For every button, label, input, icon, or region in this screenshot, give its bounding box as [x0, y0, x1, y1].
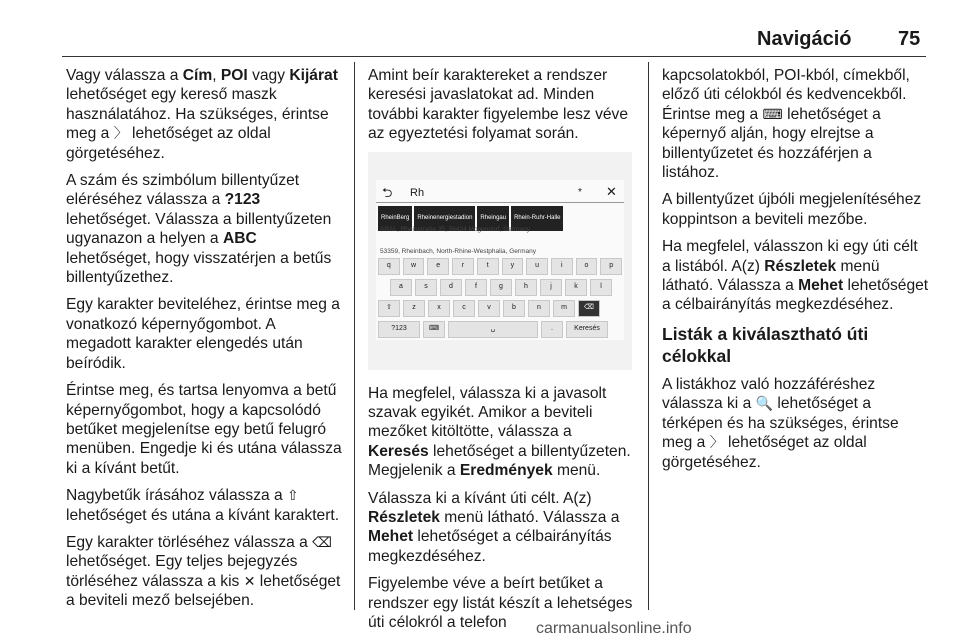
watermark: carmanualsonline.info — [536, 620, 692, 637]
key: v — [478, 300, 500, 317]
key: h — [515, 279, 537, 296]
shift-icon: ⇧ — [287, 487, 299, 504]
key: t — [477, 258, 499, 275]
backspace-icon: ⌫ — [312, 533, 332, 550]
paragraph: Egy karakter törléséhez válassza a ⌫ lehetőséget. Egy teljes bejegyzés törléséhez válassza a kis ✕ lehetőséget a beviteli mező belsejében. — [66, 533, 341, 610]
key: y — [502, 258, 524, 275]
key: j — [540, 279, 562, 296]
key: f — [465, 279, 487, 296]
keyboard-icon: ⌨ — [762, 105, 783, 122]
key: a — [390, 279, 412, 296]
paragraph: A szám és szimbólum billentyűzet eléréséhez válassza a ?123 lehetőséget. Válassza a billentyűzeten ugyanazon a helyen a ABC lehetőséget, hogy visszatérjen a betűs billentyűzethez. — [66, 172, 332, 287]
key: d — [440, 279, 462, 296]
key: k — [565, 279, 587, 296]
search-icon: 🔍 — [755, 395, 774, 412]
key: b — [503, 300, 525, 317]
close-icon: ✕ — [243, 572, 256, 589]
paragraph: Vagy válassza a Cím, POI vagy Kijárat lehetőséget egy kereső maszk használatához. Ha szükséges, érintse meg a 〉 lehetőséget az oldal görgetéséhez. — [66, 67, 338, 162]
key: z — [403, 300, 425, 317]
paragraph: Ha megfelel, válasszon ki egy úti célt a listából. A(z) Részletek menü látható. Válassza a Mehet lehetőséget a célbairányítás megkezdéséhez. — [662, 238, 929, 314]
suggestion-chip: Rheingau — [477, 206, 509, 231]
key-dot: . — [541, 321, 563, 338]
search-input: Rh — [410, 186, 425, 199]
key: p — [600, 258, 622, 275]
paragraph: kapcsolatokból, POI-kból, címekből, előző úti célokból és kedvencekből. Érintse meg a ⌨ lehetőséget a képernyő alján, hogy elrejtse a billentyűzetet és hozzáférjen a listához. — [662, 67, 910, 182]
chevron-right-icon: 〉 — [113, 125, 128, 142]
column-2 — [368, 66, 636, 641]
column-rule-1 — [354, 62, 355, 610]
paragraph: A billentyűzet újbóli megjelenítéséhez koppintson a beviteli mezőbe. — [662, 191, 922, 228]
key-123: ?123 — [378, 321, 420, 338]
header-rule — [62, 56, 926, 57]
key: ⇧ — [378, 300, 400, 317]
suggestion-row: 53359, Rheinbach, North-Rhine-Westphalia, Germany — [380, 247, 536, 255]
paragraph: Érintse meg, és tartsa lenyomva a betű képernyőgombot, hogy a kapcsolódó betűket megjelenítse egy betű felugró menüben. Engedje ki és utána válassza ki a kívánt betűt. — [66, 382, 342, 477]
keyboard-screenshot — [368, 152, 632, 370]
section-heading: Listák a kiválasztható úti célokkal — [662, 323, 869, 366]
key-search: Keresés — [566, 321, 608, 338]
key: c — [453, 300, 475, 317]
column-3 — [662, 66, 930, 480]
paragraph: Válassza ki a kívánt úti célt. A(z) Részletek menü látható. Válassza a Mehet lehetőséget a célbairányítás megkezdéséhez. — [368, 489, 620, 565]
onscreen-keyboard — [378, 258, 622, 342]
key: e — [427, 258, 449, 275]
key: r — [452, 258, 474, 275]
close-icon: ✕ — [606, 183, 617, 199]
key: i — [551, 258, 573, 275]
paragraph: Amint beír karaktereket a rendszer keresési javaslatokat ad. Minden további karakter figyelembe lesz véve az egyeztetési folyamat során. — [368, 67, 629, 143]
suggestion-chip: Rheinenergiestadion — [414, 206, 475, 231]
paragraph: Egy karakter beviteléhez, érintse meg a vonatkozó képernyőgombot. A megadott karakter elengedés után beíródik. — [66, 296, 340, 372]
page-header-title: Navigáció — [757, 28, 852, 50]
paragraph: A listákhoz való hozzáféréshez válassza ki a 🔍 lehetőséget a térképen és ha szükséges, érintse meg a 〉 lehetőséget az oldal görgetéséhez. — [662, 375, 899, 471]
paragraph: Nagybetűk írásához válassza a ⇧ lehetőséget és utána a kívánt karaktert. — [66, 487, 340, 524]
paragraph: Ha megfelel, válassza ki a javasolt szavak egyikét. Amikor a beviteli mezőket kitöltötte, válassza a Keresés lehetőséget a billentyűzeten. Megjelenik a Eredmények menü. — [368, 384, 631, 480]
key-space: ␣ — [448, 321, 538, 338]
key: q — [378, 258, 400, 275]
page-number: 75 — [898, 28, 921, 50]
key: s — [415, 279, 437, 296]
star-icon: * — [578, 186, 582, 198]
suggestion-chip: Rhein-Ruhr-Halle — [511, 206, 563, 231]
key: x — [428, 300, 450, 317]
column-1 — [66, 66, 342, 619]
key: ⌫ — [578, 300, 600, 317]
suggestion-chip: RheinBerg — [378, 206, 412, 231]
suggestion-row: ARAL, Rheinstraße 35, 56424 Mogendorf, Germany — [380, 225, 530, 233]
key-hide-keyboard: ⌨ — [423, 321, 445, 338]
key: g — [490, 279, 512, 296]
key: l — [590, 279, 612, 296]
key: u — [526, 258, 548, 275]
key: m — [553, 300, 575, 317]
column-rule-2 — [648, 62, 649, 610]
chevron-right-icon: 〉 — [709, 434, 724, 451]
paragraph: Figyelembe véve a beírt betűket a rendszer egy listát készít a lehetséges úti célokról a telefon — [368, 575, 633, 632]
key: o — [576, 258, 598, 275]
key: w — [403, 258, 425, 275]
key: n — [528, 300, 550, 317]
back-icon: ⮌ — [382, 184, 393, 200]
